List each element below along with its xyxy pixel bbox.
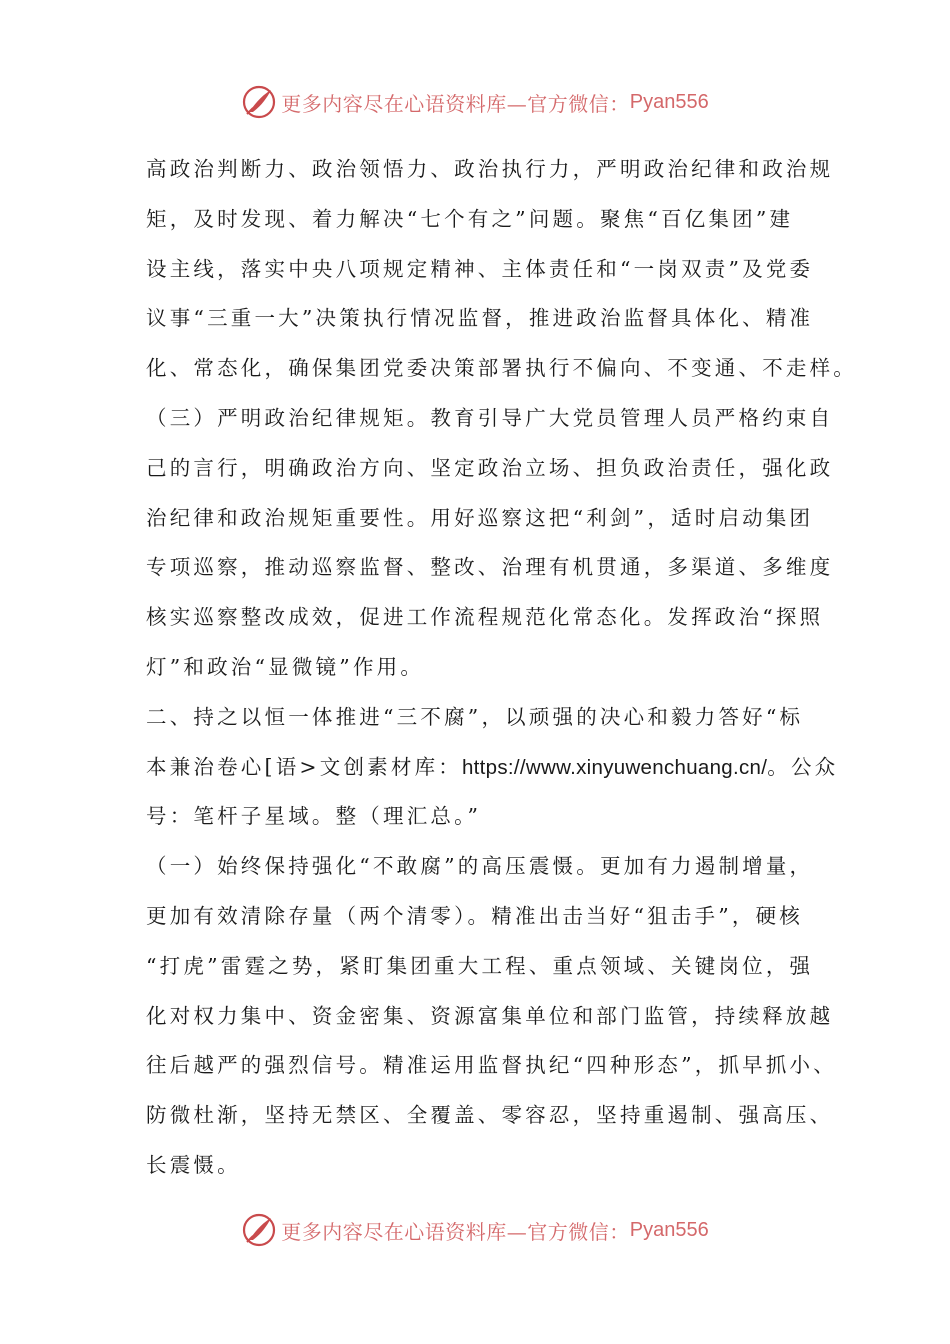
- banner-text: 更多内容尽在心语资料库—官方微信：: [281, 91, 630, 116]
- text-line: 更加有效清除存量（两个清零）。精准出击当好“狙击手”，硬核: [146, 903, 804, 928]
- text-line: 己的言行，明确政治方向、坚定政治立场、担负政治责任，强化政: [146, 455, 834, 480]
- text-line: 治纪律和政治规矩重要性。用好巡察这把“利剑”，适时启动集团: [146, 505, 814, 530]
- quill-pen-logo-icon: [241, 84, 277, 120]
- banner-handle: Pyan556: [629, 90, 709, 113]
- text-segment: 本兼治卷心[语>文创素材库：: [146, 754, 462, 779]
- text-line: 高政治判断力、政治领悟力、政治执行力，严明政治纪律和政治规: [146, 157, 834, 181]
- footer-banner: [0, 1208, 950, 1252]
- text-line-with-url: [146, 743, 839, 793]
- text-line: 防微杜渐，坚持无禁区、全覆盖、零容忍，坚持重遏制、强高压、: [146, 1103, 834, 1128]
- text-line: 议事“三重一大”决策执行情况监督，推进政治监督具体化、精准: [146, 306, 814, 331]
- website-url: https://www.xinyuwenchuang.cn/: [461, 755, 768, 779]
- text-line: 灯”和政治“显微镜”作用。: [146, 654, 425, 679]
- banner-text: 更多内容尽在心语资料库—官方微信：: [281, 1219, 630, 1244]
- text-line: 二、持之以恒一体推进“三不腐”，以顽强的决心和毅力答好“标: [146, 704, 804, 729]
- quill-pen-logo-icon: [241, 1212, 277, 1248]
- banner-handle: Pyan556: [629, 1218, 709, 1241]
- text-line: 长震慑。: [146, 1152, 241, 1177]
- text-line: 矩，及时发现、着力解决“七个有之”问题。聚焦“百亿集团”建: [146, 206, 794, 231]
- text-line: 专项巡察，推动巡察监督、整改、治理有机贯通，多渠道、多维度: [146, 555, 834, 580]
- text-line: 化对权力集中、资金密集、资源富集单位和部门监管，持续释放越: [146, 1003, 834, 1028]
- text-segment: 。公众: [767, 754, 839, 779]
- text-line: 往后越严的强烈信号。精准运用监督执纪“四种形态”，抓早抓小、: [146, 1053, 837, 1078]
- text-line: （三）严明政治纪律规矩。教育引导广大党员管理人员严格约束自: [146, 405, 834, 430]
- text-line: 化、常态化，确保集团党委决策部署执行不偏向、不变通、不走样。: [146, 356, 857, 381]
- text-line: “打虎”雷霆之势，紧盯集团重大工程、重点领域、关键岗位，强: [146, 953, 814, 978]
- document-body: [146, 145, 857, 1191]
- text-line: （一）始终保持强化“不敢腐”的高压震慑。更加有力遏制增量，: [146, 854, 814, 879]
- text-line: 号：笔杆子星域。整（理汇总。”: [146, 804, 482, 829]
- text-line: 设主线，落实中央八项规定精神、主体责任和“一岗双责”及党委: [146, 256, 814, 281]
- text-line: 核实巡察整改成效，促进工作流程规范化常态化。发挥政治“探照: [146, 605, 824, 630]
- header-banner: [0, 80, 950, 124]
